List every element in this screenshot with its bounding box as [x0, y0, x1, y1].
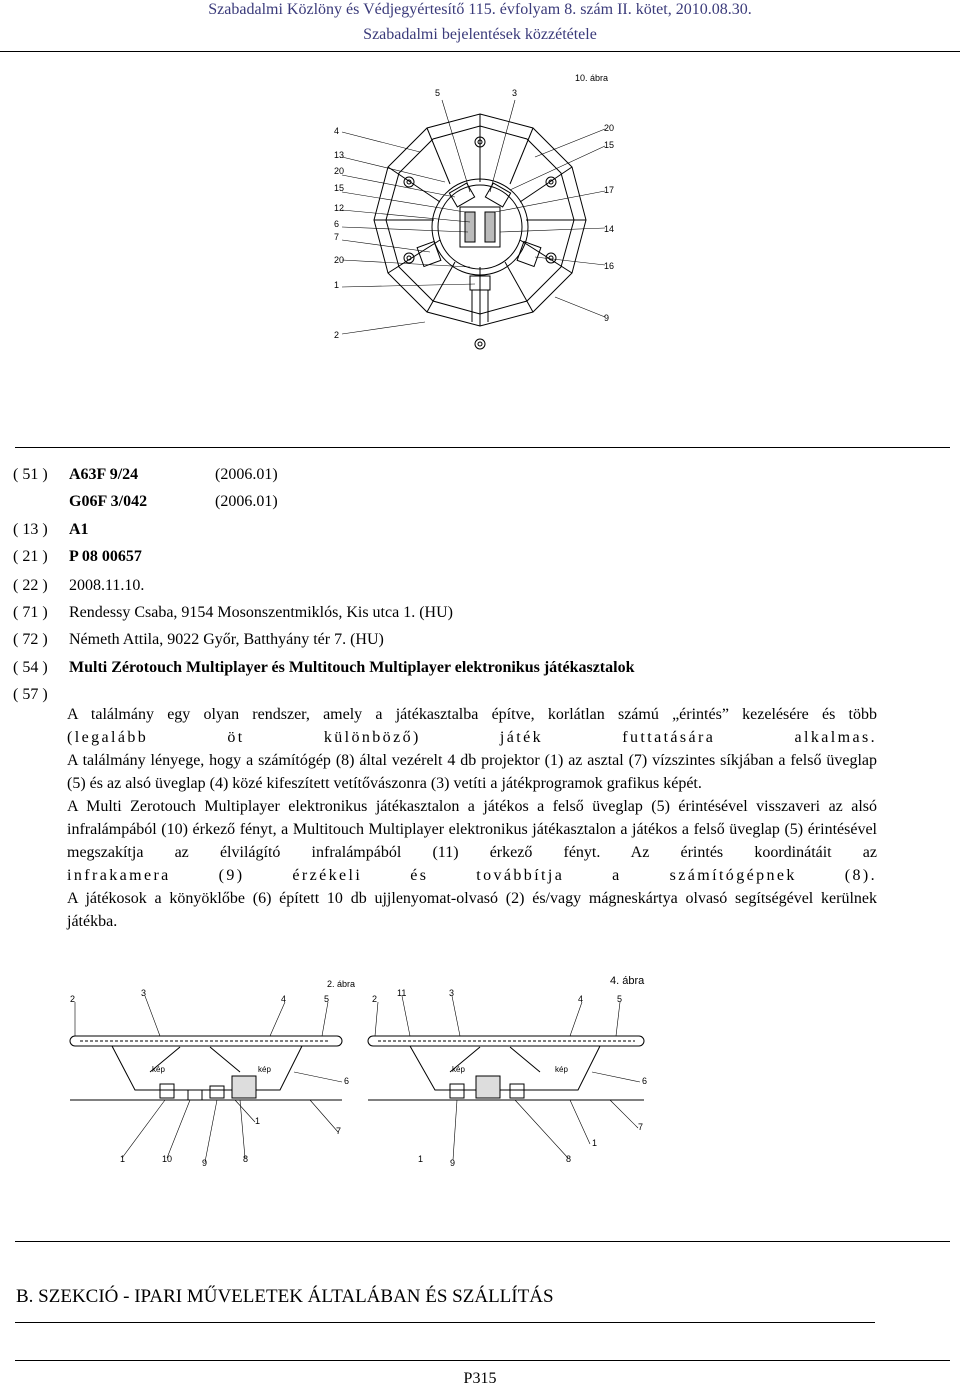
abstract-line: (legalább öt különböző) játék futtatására alkalmas.: [67, 729, 877, 746]
label-2: 2: [334, 330, 340, 340]
abstract-line: infrakamera (9) érzékeli és továbbítja a számítógépnek (8).: [67, 867, 877, 884]
header-divider: [0, 51, 960, 52]
section-title: B. SZEKCIÓ - IPARI MŰVELETEK ÁLTALÁBAN ÉS SZÁLLÍTÁS: [16, 1286, 554, 1307]
label-10: 10: [162, 1154, 173, 1164]
patent-figure-10: [320, 62, 640, 394]
inid-code: ( 22 ): [13, 577, 48, 594]
label-20r: 20: [604, 123, 615, 133]
label-7: 7: [334, 232, 340, 242]
label-5: 5: [324, 994, 330, 1004]
label-4r: 4: [578, 994, 584, 1004]
figure-10-caption: 10. ábra: [575, 73, 609, 83]
label-1r: 1: [592, 1138, 598, 1148]
abstract: [67, 703, 877, 933]
label-2: 2: [70, 994, 76, 1004]
label-6r: 6: [642, 1076, 648, 1086]
document-kind: A1: [69, 521, 89, 538]
table-left: [70, 1036, 342, 1100]
ipc-date: (2006.01): [215, 466, 278, 483]
ipc-class: A63F 9/24: [69, 466, 139, 483]
footer-divider: [15, 1360, 950, 1361]
section-title-underline: [15, 1322, 875, 1323]
image-label: kép: [152, 1065, 165, 1074]
label-4: 4: [334, 126, 340, 136]
label-4: 4: [281, 994, 287, 1004]
bottom-leader-lines: [75, 996, 640, 1162]
center-disc: [432, 179, 528, 275]
inid-code: ( 51 ): [13, 466, 48, 483]
journal-header: Szabadalmi Közlöny és Védjegyértesítő 115. évfolyam 8. szám II. kötet, 2010.08.30.: [208, 1, 752, 18]
page-number: P315: [463, 1370, 497, 1387]
label-9: 9: [604, 313, 610, 323]
label-20: 20: [334, 166, 345, 176]
label-1: 1: [255, 1116, 261, 1126]
label-1b: 1: [120, 1154, 126, 1164]
inid-code: ( 57 ): [13, 686, 48, 703]
section-header: Szabadalmi bejelentések közzététele: [363, 26, 597, 43]
label-7: 7: [336, 1126, 342, 1136]
label-1: 1: [334, 280, 340, 290]
label-15r: 15: [604, 140, 615, 150]
inventor: Németh Attila, 9022 Győr, Batthyány tér 7. (HU): [69, 631, 384, 648]
label-12: 12: [334, 203, 345, 213]
label-3: 3: [512, 88, 518, 98]
label-20b: 20: [334, 255, 345, 265]
ipc-date: (2006.01): [215, 493, 278, 510]
inid-code: ( 21 ): [13, 548, 48, 565]
image-label: kép: [452, 1065, 465, 1074]
label-6: 6: [344, 1076, 350, 1086]
label-16: 16: [604, 261, 615, 271]
label-13: 13: [334, 150, 345, 160]
label-9: 9: [202, 1158, 208, 1168]
inid-code: ( 72 ): [13, 631, 48, 648]
abstract-line: A találmány egy olyan rendszer, amely a játékasztalba építve, korlátlan számú „érintés” kezelésére és több: [67, 706, 877, 723]
applicant: Rendessy Csaba, 9154 Mosonszentmiklós, Kis utca 1. (HU): [69, 604, 453, 621]
image-label: kép: [258, 1065, 271, 1074]
filing-date: 2008.11.10.: [69, 577, 145, 594]
table-right: [368, 1036, 644, 1100]
label-3r: 3: [449, 988, 455, 998]
label-1rb: 1: [418, 1154, 424, 1164]
biblio-divider: [15, 447, 950, 448]
abstract-paragraph: A játékosok a könyöklőbe (6) épített 10 db ujjlenyomat-olvasó (2) és/vagy mágneskártya olvasó segítségével kerülnek játékba.: [67, 890, 877, 930]
image-label: kép: [555, 1065, 568, 1074]
label-5: 5: [435, 88, 441, 98]
inid-code: ( 13 ): [13, 521, 48, 538]
label-2r: 2: [372, 994, 378, 1004]
section-divider: [15, 1241, 950, 1242]
label-9r: 9: [450, 1158, 456, 1168]
label-8: 8: [243, 1154, 249, 1164]
figure-2-caption: 2. ábra: [327, 979, 356, 989]
facet-lines: [374, 114, 586, 326]
invention-title: Multi Zérotouch Multiplayer és Multitouch Multiplayer elektronikus játékasztalok: [69, 659, 635, 676]
label-17: 17: [604, 185, 615, 195]
label-5r: 5: [617, 994, 623, 1004]
label-14: 14: [604, 224, 615, 234]
label-11: 11: [397, 988, 407, 998]
abstract-paragraph: A találmány lényege, hogy a számítógép (8) által vezérelt 4 db projektor (1) az asztal (7) vízszintes síkjában a felső üveglap (5) és az alsó üveglap (4) közé kifeszített vetítővászonra (3) vetíti a játékprogramok grafikus képét.: [67, 752, 877, 792]
label-15: 15: [334, 183, 345, 193]
inid-code: ( 54 ): [13, 659, 48, 676]
patent-figures-2-4: [60, 972, 680, 1170]
label-3: 3: [141, 988, 147, 998]
abstract-paragraph: A Multi Zerotouch Multiplayer elektronikus játékasztalon a játékos a felső üveglap (5) érintésével visszaveri az alsó infralámpából (10) érkező fényt, a Multitouch Multiplayer elektronikus játékasztalon a játékos a felső üveglap (5) érintésével megszakítja az élvilágító infralámpából (11) érkező fényt. Az érintés koordinátáit az: [67, 798, 877, 861]
application-number: P 08 00657: [69, 548, 142, 565]
label-6: 6: [334, 219, 340, 229]
figure-4-caption: 4. ábra: [610, 975, 645, 987]
label-7r: 7: [638, 1122, 644, 1132]
inid-code: ( 71 ): [13, 604, 48, 621]
bottom-figure-labels: [70, 988, 647, 1168]
ipc-class: G06F 3/042: [69, 493, 148, 510]
label-8r: 8: [566, 1154, 572, 1164]
